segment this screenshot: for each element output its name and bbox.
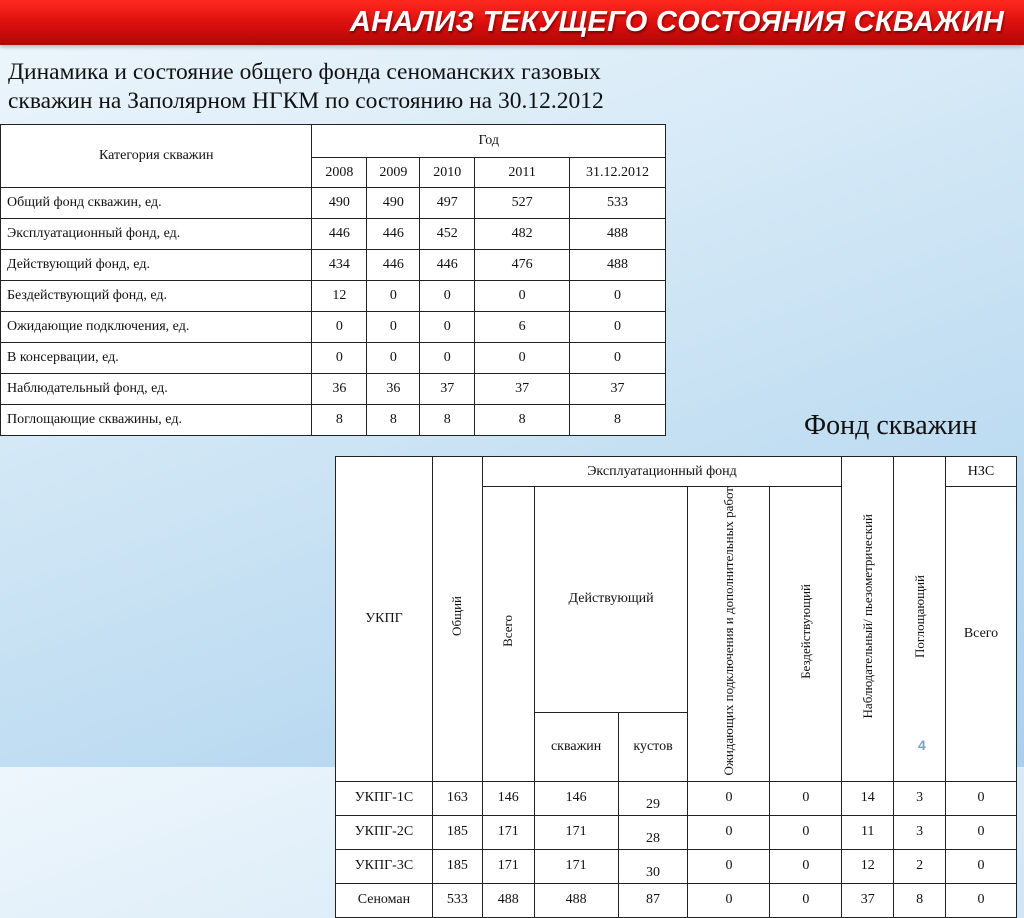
- observ-cell: 37: [842, 883, 894, 917]
- caption-line-2: скважин на Заполярном НГКМ по состоянию на 30.12.2012: [8, 88, 604, 114]
- value-cell: 488: [570, 250, 666, 281]
- nzs-header: НЗС: [946, 457, 1017, 487]
- value-cell: 0: [420, 343, 475, 374]
- table-row: [1, 374, 666, 405]
- clusters-header: кустов: [618, 712, 688, 781]
- value-cell: 8: [312, 405, 367, 436]
- active-header: Действующий: [534, 487, 688, 713]
- table-row: [1, 219, 666, 250]
- ukpg-header: УКПГ: [336, 457, 433, 782]
- nzs-cell: 0: [946, 781, 1017, 815]
- value-cell: 12: [312, 281, 367, 312]
- value-cell: 0: [312, 312, 367, 343]
- value-cell: 8: [475, 405, 570, 436]
- idle-cell: 0: [770, 883, 842, 917]
- category-label: Наблюдательный фонд, ед.: [1, 374, 312, 405]
- table-row: [1, 188, 666, 219]
- table-row: [336, 781, 1017, 815]
- value-cell: 533: [570, 188, 666, 219]
- all-cell: 171: [482, 815, 534, 849]
- value-cell: 0: [475, 281, 570, 312]
- wells-cell: 488: [534, 883, 618, 917]
- category-label: Действующий фонд, ед.: [1, 250, 312, 281]
- all-cell: 488: [482, 883, 534, 917]
- idle-cell: 0: [770, 849, 842, 883]
- value-cell: 490: [367, 188, 420, 219]
- value-cell: 37: [570, 374, 666, 405]
- observ-cell: 14: [842, 781, 894, 815]
- value-cell: 452: [420, 219, 475, 250]
- value-cell: 446: [367, 250, 420, 281]
- absorb-cell: 3: [894, 815, 946, 849]
- category-label: Общий фонд скважин, ед.: [1, 188, 312, 219]
- total-cell: 185: [432, 849, 482, 883]
- table-row: [336, 815, 1017, 849]
- waiting-header: Ожидающих подключения и дополнительных работ: [688, 487, 770, 782]
- value-cell: 0: [570, 312, 666, 343]
- value-cell: 527: [475, 188, 570, 219]
- table1-body: [1, 188, 666, 436]
- value-cell: 37: [420, 374, 475, 405]
- table-row: [1, 312, 666, 343]
- total-header: Общий: [432, 457, 482, 782]
- table-row: [1, 405, 666, 436]
- value-cell: 446: [312, 219, 367, 250]
- value-cell: 0: [367, 343, 420, 374]
- all-header: Всего: [482, 487, 534, 782]
- value-cell: 37: [475, 374, 570, 405]
- value-cell: 446: [367, 219, 420, 250]
- value-cell: 8: [367, 405, 420, 436]
- table-row: [1, 250, 666, 281]
- fond-title: Фонд скважин: [804, 410, 977, 441]
- value-cell: 497: [420, 188, 475, 219]
- value-cell: 8: [420, 405, 475, 436]
- absorb-cell: 8: [894, 883, 946, 917]
- page-number: 4: [918, 737, 926, 753]
- table2-body: [336, 781, 1017, 917]
- year-cell: 2010: [420, 158, 475, 188]
- wells-cell: 171: [534, 849, 618, 883]
- category-header: Категория скважин: [1, 125, 312, 188]
- wells-cell: 171: [534, 815, 618, 849]
- absorb-header: Поглощающий: [894, 457, 946, 782]
- value-cell: 490: [312, 188, 367, 219]
- total-cell: 163: [432, 781, 482, 815]
- value-cell: 6: [475, 312, 570, 343]
- value-cell: 434: [312, 250, 367, 281]
- value-cell: 446: [420, 250, 475, 281]
- name-cell: Сеноман: [336, 883, 433, 917]
- value-cell: 36: [367, 374, 420, 405]
- expl-fond-header: Эксплуатационный фонд: [482, 457, 841, 487]
- all-cell: 171: [482, 849, 534, 883]
- name-cell: УКПГ-2С: [336, 815, 433, 849]
- table-caption: [8, 58, 678, 116]
- slide-title: АНАЛИЗ ТЕКУЩЕГО СОСТОЯНИЯ СКВАЖИН: [349, 6, 1004, 38]
- value-cell: 0: [367, 312, 420, 343]
- observ-header: Наблюдательный/ пьезометрический: [842, 457, 894, 782]
- category-label: Эксплуатационный фонд, ед.: [1, 219, 312, 250]
- nzs-cell: 0: [946, 849, 1017, 883]
- all-cell: 146: [482, 781, 534, 815]
- year-cell: 2011: [475, 158, 570, 188]
- waiting-cell: 0: [688, 849, 770, 883]
- nzs-cell: 0: [946, 815, 1017, 849]
- value-cell: 0: [570, 281, 666, 312]
- wells-cell: 146: [534, 781, 618, 815]
- value-cell: 0: [570, 343, 666, 374]
- observ-cell: 11: [842, 815, 894, 849]
- waiting-cell: 0: [688, 883, 770, 917]
- clusters-cell: 87: [618, 883, 688, 917]
- idle-header: Бездействующий: [770, 487, 842, 782]
- name-cell: УКПГ-1С: [336, 781, 433, 815]
- value-cell: 0: [420, 312, 475, 343]
- observ-cell: 12: [842, 849, 894, 883]
- name-cell: УКПГ-3С: [336, 849, 433, 883]
- category-label: Поглощающие скважины, ед.: [1, 405, 312, 436]
- table-row: [1, 281, 666, 312]
- nzs-all-header: Всего: [946, 487, 1017, 782]
- nzs-cell: 0: [946, 883, 1017, 917]
- year-cell: 31.12.2012: [570, 158, 666, 188]
- value-cell: 476: [475, 250, 570, 281]
- category-label: Бездействующий фонд, ед.: [1, 281, 312, 312]
- year-cell: 2009: [367, 158, 420, 188]
- clusters-cell: 29: [618, 781, 688, 815]
- caption-line-1: Динамика и состояние общего фонда сеноманских газовых: [8, 59, 601, 85]
- total-cell: 185: [432, 815, 482, 849]
- clusters-cell: 30: [618, 849, 688, 883]
- table-row: [1, 343, 666, 374]
- wells-header: скважин: [534, 712, 618, 781]
- absorb-cell: 2: [894, 849, 946, 883]
- absorb-cell: 3: [894, 781, 946, 815]
- table-row: [336, 849, 1017, 883]
- idle-cell: 0: [770, 781, 842, 815]
- clusters-cell: 28: [618, 815, 688, 849]
- title-bar: [0, 0, 1024, 45]
- total-cell: 533: [432, 883, 482, 917]
- value-cell: 0: [420, 281, 475, 312]
- value-cell: 0: [475, 343, 570, 374]
- value-cell: 0: [367, 281, 420, 312]
- well-fund-table: [335, 456, 1017, 918]
- value-cell: 0: [312, 343, 367, 374]
- well-dynamics-table: [0, 124, 666, 436]
- value-cell: 488: [570, 219, 666, 250]
- category-label: Ожидающие подключения, ед.: [1, 312, 312, 343]
- value-cell: 36: [312, 374, 367, 405]
- waiting-cell: 0: [688, 815, 770, 849]
- idle-cell: 0: [770, 815, 842, 849]
- waiting-cell: 0: [688, 781, 770, 815]
- category-label: В консервации, ед.: [1, 343, 312, 374]
- table-row: [336, 883, 1017, 917]
- year-cell: 2008: [312, 158, 367, 188]
- value-cell: 8: [570, 405, 666, 436]
- value-cell: 482: [475, 219, 570, 250]
- year-header: Год: [312, 125, 666, 158]
